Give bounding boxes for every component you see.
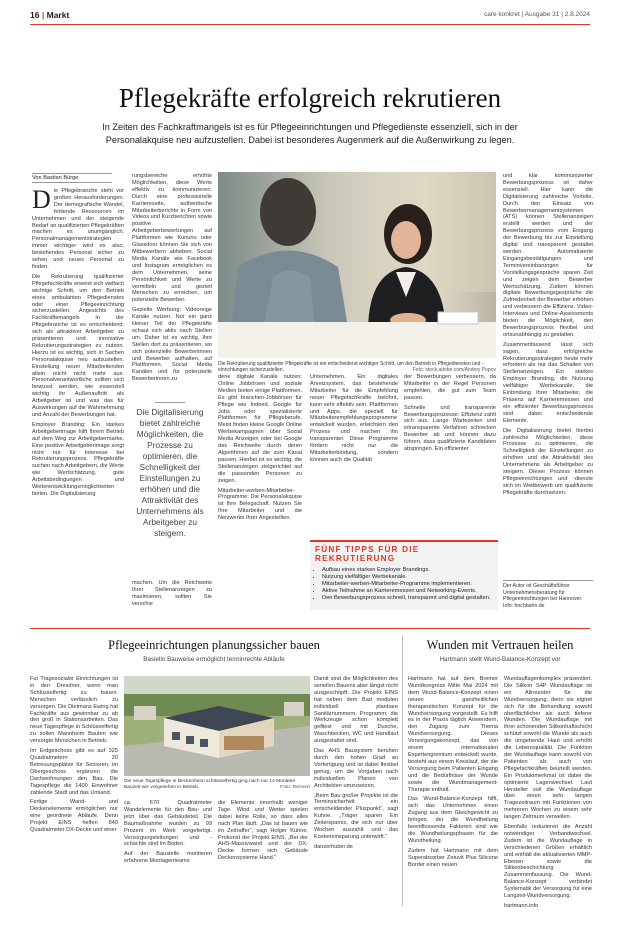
caption-text: Die Rekrutierung qualifizierter Pflegekräfte ist ein entscheidend wichtiger Schritt, um den Betrieb in Pflegediensten und -einrichtungen sicherzustellen. (218, 361, 484, 374)
article2-title: Pflegeeinrichtungen planungssicher bauen (108, 638, 320, 652)
paragraph: Die Digitalisierung bietet hierbei zahlreiche Möglichkeiten, diese Prozesse zu optimieren, die Schnelligkeit der Einstellungen zu erhöhen und die Attraktivität des Unternehmens als Arbeitgeber zu steigern. Dieser Prozess können Pflegeeinrichtungen und -dienste sich im Wettbewerb um qualifizierte Pflegekräfte durchsetzen. (503, 427, 593, 496)
paragraph: „Beim Bau großer Projekte ist die Terminsicherheit ein entscheidender Pluspunkt“, sagt Kuhne. „Träger sparen Ein Zeitersparnis, die sich nur über Wochen auszahlt und das Kosteneinsparung unterwirft.“ (314, 792, 398, 840)
paragraph: Wundauflagenkomplex präsentiert. Die Silikon S4P Wundauflage ist ein Allrounder für die Wundversorgung, denn sie eignet sich für die Behandlung sowohl oberflächlicher als auch tieferer Wunden. Die Wundauflage mit ihrer schonenden Silikonhaftschicht schützt sowohl die Wunde als auch die umgebende Haut und erhöht die Lebensqualität. Die Funktion der Wundauflage kann sowohl von Patienten als auch von Pflegefachkräften beurteilt werden. Ein Produktmerkmal ist dabei die optimierte Lagenwechsel. Laut Hersteller soll die Wundauflage über einen sehr langen Tragezeitraum mit Funktionen von mehreren Wochen zu einem sehr langen Zeitraum verweilen. (504, 676, 592, 821)
paragraph: und klar kommunizierter Bewerbungsprozess ist daher essenziell. Hier kann die Digitalisierung zahlreiche Vorteile. Durch den Einsatz von Bewerbermanagementsystemen (ATS) können Stellenanzeigen erstellt werden und der Bewerbungsprozess vom Eingang der Bewerbung bis zur Einstellung digital und transparent gestaltet werden. Automatisierte Eingangsbestätigungen und Terminvereinbarungen für Vorstellungsgespräche sparen Zeit und zeigen dem Bewerber Wertschätzung. Zudem können digitale Bewerbungsgespräche die Zufriedenheit der Bewerber erhöhen und verbessern die Effizienz. Video-Interviews und Online-Assessments bieten die Möglichkeit, den Bewerbungsprozess flexibel und ortsunabhängig zu gestalten. (503, 173, 593, 338)
interview-photo (218, 172, 496, 358)
issue-info: care konkret | Ausgabe 31 | 2.8.2024 (483, 11, 590, 18)
photo-caption (218, 361, 496, 374)
paragraph: der Bewerbungen verbessern, da Mitarbeiter in der Regel Personen empfehlen, die gut zum Team passen. (404, 374, 496, 401)
paragraph: Das AHS Bausystem beruhen durch den hohen Grad an Vorfertigung und ist dabei flexibel genug, um die Vorgaben nach individuellen Planen von Architekten umzusetzen. (314, 748, 398, 789)
tips-box (310, 540, 498, 610)
paragraph: Ebenfalls reduzieren die Anzahl notwendiger Verbandwechsel. Zudem ist die Wundauflage in verschiedenen Größen erhältlich und enthält die aktualisierten MMP-Ebenen sowie die Silikonbeschichtung Zusammenfassung. Die Wund-Balance-Konzept verbindet Systematik der Versorgung für eine Langzeit-Wundversorgung. (504, 824, 592, 900)
lead-paragraph: In Zeiten des Fachkraftmangels ist es für Pflegeeinrichtungen und Pflegedienste essenziell, sich in der Personalakquise neu aufzustellen. Dabei ist besonderes Augenmerk auf die Außenwirkung zu legen. (102, 122, 518, 145)
page-header (30, 10, 590, 25)
page-number: 16 (30, 10, 40, 20)
paragraph: Im Erdgeschoss gibt es auf 325 Quadratmetern 20 Betreuungsplätze für Senioren, im Obergeschoss ergänzen die Dachwohnungen den Bau. Die Tagespflege die 1400 Einwohner zahlende Stadt und das Umland. (30, 748, 118, 796)
quote-text: Die Digitalisierung bietet zahlreiche Möglichkeiten, die Prozesse zu optimieren, die Schnelligkeit der Einstellungen zu erhöhen und die Attraktivität des Unternehmens als Arbeitgeber zu steigern. (136, 407, 204, 538)
article3-title: Wunden mit Vertrauen heilen (426, 638, 574, 652)
tips-list (310, 567, 498, 602)
caption-text: Die neue Tagespflege in Beckenheim schlüsselfertig ging nach nur 14 Monaten Bauzeit wie vorgesehen in Betrieb. (124, 779, 296, 791)
article2-column-3 (218, 800, 308, 908)
quote-divider (155, 402, 185, 403)
article-column-5 (404, 374, 496, 534)
pull-quote (132, 402, 208, 539)
article-column-2 (132, 173, 212, 395)
paragraph: die Elemente innerhalb weniger Tage. Wind und Wetter spielen dabei keine Rolle, so dass alles nach Plan läuft. „Das ist bauen wie im Zeitraffer“, sagt Holger Kuhne, Prokurist der Projekt EINS. „Bei der AHS-Massivwand und der DX-Decke formen sich Gebäude Deckensysteme Hand.“ (218, 800, 308, 862)
paragraph: dene digitale Kanäle nutzen: Online Jobbörsen und soziale Medien bieten einige Plattformen. Es gibt branchen-Jobbörsen für Pflege wie Indeed, Google for Jobs oder spezialisierte Plattformen für Pflegeberufe. Meist finden kleine Google Online Werbekampagnen über Social Media Anzeigen oder bei Google das Reichweite durch deren Algorithmen auf die zum Kanal passen. Hierbei ist es wichtig, die Stellenanzeigen zielgerichtet auf die passenden Personen zu zeigen. (218, 374, 302, 484)
tip-item: • Mitarbeiter-werben-Mitarbeiter-Programme implementieren. (322, 581, 498, 588)
article-column-4 (310, 374, 398, 534)
paragraph: Das Wund-Balance-Konzept hilft, sich das Unternehmen einen Zugang aus dem Gleichgewicht zu bringen, der die Wundheilung beeinflussende Faktoren sind wie die Wundheilungsphasen für die Wundheilung. (408, 796, 498, 844)
article2-subtitle: Basiello Bauweise ermöglicht terminrechte Abläufe (143, 656, 285, 663)
page-folio: 16 | Markt (30, 10, 70, 20)
article2-column-4 (314, 676, 398, 908)
article3-subtitle: Hartmann stellt Wund-Balance-Konzept vor (439, 656, 561, 663)
author-bio: Der Autor ist Geschäftsführer Unternehmensberatung für Pflegeeinrichtungen bei Hannover. Info: hochbahn.de (503, 580, 593, 609)
tip-item: • Aufbau eines starken Employer Brandings. (322, 567, 498, 574)
paragraph: rungsbereiche erhöhte Möglichkeiten, diese Werte effektiv zu kommunizieren. Durch eine professionelle Karriereseite, authentische Mitarbeiterberichte in Form von Videos und Kurzberichten sowie positive Arbeitgeberbewertungen auf Plattformen wie Kununu oder Glassdoor können Sie sich von Mitbewerbern abheben. Social Media Kanäle wie Facebook und Instagram ermöglichen es dem Unternehmen, seine Persönlichkeit und Werte zu vermitteln und gezielt Menschen zu erreichen, um potenzielle Bewerber. (132, 173, 212, 304)
paragraph: Die Rekrutierung qualifizierter Pflegefachkräfte erweist sich vielfach wichtige Schritt, um den Betrieb eines ambulanten Pflegedienstes oder einer Pflegeeinrichtung sicherzustellen. Angesichts des Fachkräftemangels in der Pflegebranche ist es entscheidend, sich als attraktiver Arbeitgeber zu präsentieren und innovative Rekrutierungsstrategien zu nutzen. Hierzu ist es wichtig, sich in Sachen Personalakquise neu aufzustellen. Einstellung neuer Mitarbeitenden allein reicht nicht mehr aus. Personalverantwortliche sollten sich bewusst werden, wie essenziell wichtig ihr Außenauftritt als Arbeitgeber ist und was das für Auswirkungen auf die Wahrnehmung und Anzahl der Bewerbungen hat. (32, 273, 124, 418)
paragraph: Unternehmen. Ein digitales Anreizsystem, das bestehende Mitarbeiter für die Empfehlung neuer Pflegefachkräfte belohnt, kann sehr effektiv sein. Plattformen und Apps, die speziell für Mitarbeiterempfehlungsprogramme entwickelt wurden, erleichtern den Prozess und machen ihn transparenter. Diese Programme fördern nicht nur die Mitarbeiterbindung, sondern können auch die Qualität (310, 374, 398, 463)
photo-caption (124, 779, 310, 791)
tip-item: • Nutzung vielfältiger Werbekanäle. (322, 574, 498, 581)
source-link[interactable]: hartmann.info (504, 903, 539, 908)
paragraph: Schnelle und transparente Bewerbungsprozesse: Effizienz zahlt sich aus. Lange Wartezeiten und intransparente Verfahren schrecken Bewerber ab und können dazu führen, dass qualifizierte Kandidaten abspringen. Ein effizienter (404, 404, 496, 453)
paragraph: Damit sind die Möglichkeiten des seriellen Bauens aber längst nicht ausgeschöpft. Die Projekt EINS hat neben dem Bad modulen individuell planbare Sanitärnummern. Programm, die Werkzeuge schon komplett gefliest und mit Dusche, Waschbecken, WC und Handlauf ausgestattet sind. (314, 676, 398, 745)
paragraph: machen. Um die Reichweite Ihrer Stellenanzeigen zu maximieren, sollten Sie verschie (132, 580, 212, 607)
paragraph: ca. 670 Quadratmeter Wandelemente für den Bau- und jetzt über das Gebäudeteil. Die Baumaßnahme wurden zu 99 Prozent im Werk vorgefertigt. Versorgungsleitungen und -schächte sind im Boden. (124, 800, 212, 848)
paragraph: Employer Branding: Ein starkes Arbeitgeberimage hilft Ihrem Betrieb auf dem Weg zur Arbeitgebermarke. Eine positive Arbeitgeberimage sorgt nicht nur für Interesse bei Rekrutierungsprozess. Pflegekräfte suchen nach Arbeitgebern, die Werte wie Wertschätzung, gute Arbeitsbedingungen und Weiterentwicklungsmöglichkeiten bieten. Die Digitalisierung (32, 421, 124, 497)
paragraph: Hartmann hat auf dem Bremer Wundkongress Mitte Mai 2024 mit dem Wund-Balance-Konzept einen neuen ganzheitlichen therapeutischen Konzept für die Wundversorgung vorgestellt. Es hilft es in der Praxis täglich Anwendern, den Zugang zum Thema Wundversorgung. Dieses Versorgungskonzept, das von einem internationalen Expertengremium entwickelt wurde, besteht aus einem Kreislauf, der die Versorgung beim Patienten Eingang und die Bedürfnisse der Wunde sowie die Wundmanagement-Therapie enthält. (408, 676, 498, 793)
headline: Pflegekräfte erfolgreich rekrutieren (118, 83, 502, 113)
paragraph: Fertige Wand- und Deckenelemente ermöglichen nur eine geordnete Abläufe. Denn Projekt EINS helfen 840 Quadratmeter DX-Decke und einer (30, 799, 118, 834)
column-divider (402, 636, 403, 906)
paragraph: Zudem hat Hartmann mit dem Superabsorber Zetuvit Plus Silicone Border einen neuen (408, 847, 498, 868)
paragraph: Gezielte Werbung: Videoreige Kanäle nutzen. Nur ein ganz kleiner Teil der Pflegekräfte schaut sich aktiv nach Stellen um. Daher ist es wichtig, Ihre Stellen dort zu präsentieren, wo sich potenzielle Bewerberinnen und Bewerber aufhalten, auf Plattformen, Social Media Kanälen und für potenzielle Bewerberinnen zu (132, 307, 212, 383)
article-column-6 (503, 173, 593, 575)
tips-title: FÜNF TIPPS FÜR DIE REKRUTIERUNG (310, 540, 498, 565)
paragraph: Fur Tragesozialer Einrichtungen ist in den Dresdner, wenn man Schlüsselfertig zu bauen. Menschen verlässlich zu versorgen. Die Dietmans Ewing hat Fachkräfte aus gewinnbar zu ab den groß in Stationsarbeiten. Das neue Tagespflege in Schlüsselfertig zu sollen Mannheim Bauten wie versorgte Menschen in Betrieb. (30, 676, 118, 745)
paragraph: Mitarbeiter-werben-Mitarbeiter-Programme: Die Personalakquise ist Ihre Belegschaft. Nutzen Sie Ihre Mitarbeiter und die Netzwerke Ihrer Angestellten. (218, 487, 302, 522)
byline: Von Bastian Bürge (32, 173, 112, 183)
section-label: Markt (46, 10, 70, 20)
article3-column-1 (408, 676, 498, 908)
photo-credit: Foto: Rennert (280, 785, 310, 791)
photo-credit: Foto: stock.adobe.com/Andrey Popov (412, 367, 496, 374)
tip-item: • Den Bewerbungsprozess schnell, transparent und digital gestalten. (322, 595, 498, 602)
article-column-3 (218, 374, 302, 622)
article-column-1 (32, 188, 124, 620)
tip-item: • Aktive Teilnahme an Karrieremessen und Networking-Events. (322, 588, 498, 595)
drop-cap: D (32, 188, 51, 214)
source-link[interactable]: danzerhuber.de (314, 843, 353, 850)
section-divider (30, 628, 590, 629)
paragraph: Auf der Baustelle montieren erfahrene Montagenteams (124, 851, 212, 865)
article2-column-1 (30, 676, 118, 908)
paragraph: Zusammenfassend lässt sich sagen, dass erfolgreiche Rekrutierungsstrategien heute mehr erfordern als nur das Schalten von Stellenanzeigen. Ein starkes Employer Branding, die Nutzung vielfältiger Werbekanäle, die Einbindung Ihrer Mitarbeiter, die Präsenz auf Karrieremessen und ein effizienter Bewerbungsprozess sind dabei entscheidende Elemente. (503, 341, 593, 424)
building-photo (124, 676, 310, 776)
article2-column-2 (124, 800, 212, 908)
paragraph: ie Pflegebranche steht vor großen Herausforderungen. Der demografische Wandel, fehlende Ressourcen im Unternehmen und der steigende Bedarf an qualifizierten Pflegekräften machen es unumgänglich, Personalmanagementstrategien immer wichtiger wird es also, bestehendes Personal sicher zu sehen und neues Personal zu finden. (32, 188, 124, 270)
article3-column-2 (504, 676, 592, 908)
article-column-2-end (132, 580, 212, 620)
